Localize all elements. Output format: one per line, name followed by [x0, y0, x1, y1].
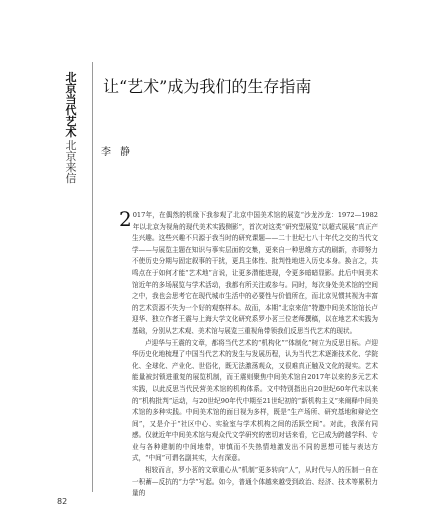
section-main-label: 北 京 当 代 艺 术: [65, 71, 77, 139]
section-label: [58, 72, 84, 184]
paragraph-2: 卢迎华与王震的文章，都将当代艺术的“机构化”“体制化”树立为反思目标。卢迎华历史化地梳理了中国当代艺术的发生与发展历程，认为当代艺术逐渐技术化、学院化、全球化、产业化、世俗化，既无法激荡观众，又很难真正触及文化的现实。艺术能量被封锁进重复的展览机制，而王震则聚焦中间美术馆自2017年以来的多元艺术实践，以此反思当代民营美术馆的机构体系。文中特别指出自20世纪60年代末以来的“机构批判”运动，与20世纪90年代中期至21世纪初的“新机构主义”来阐释中间美术馆的多种实践。中间美术馆的面目视为多样，既是“生产场所、研究基地和辩论空间”，又是介于“社区中心、实验室与学术机构之间的活跃空间”。对此，我深有同感。仅就近年中间美术馆与观众代文学研究的密切对话来看，它已成为跨越学科、专业与各种建制的中间地带，审慎而不失热情地激发出不同的思想可能与表达方式，“中间”可谓名副其实，大有深意。: [132, 338, 378, 463]
section-sub-label: 北 京 来 信: [65, 139, 77, 185]
article-body: [119, 207, 378, 500]
drop-cap: 2: [119, 207, 132, 231]
vertical-divider: [92, 62, 93, 492]
article-title: 让“艺术”成为我们的生存指南: [103, 77, 312, 96]
paragraph-1-text: 017年，在偶然的机缘下我参观了北京中国美术馆的展览“沙龙沙龙：1972—1982年以北京为视角的现代美术实践侧影”，首次对这类“研究型展览”以超式展展”真正产生兴趣。这些兴趣不只源于我当时的研究课题——二十世纪七八十年代之交的当代文学——与展览主题在知识与事实层面的交集，更来自一种思维方式的刷新，亦即努力不使历史分期与固定叙事的干扰，更具主体性、批判性地进入历史本身。换言之，共鸣点在于如何才能“艺术地”言说，让更多潜能进现，令更多暗暗显影。此后中间美术馆近年的多场展览与学术活动，我都有所关注或参与。同时，每次身处美术馆的空间之中，我也会思考它在现代城市生活中的必要性与价值所在，而北京见惯其视为丰富的艺术资源不失为一个好的观察样本。故而，本期“北京来信”特邀中间美术馆馆长卢迎华、独立作者王震与上海大学文化研究系罗小茗三位老师撰稿，以在地艺术实践为基础，分别从艺术观、美术馆与展览三重视角带领我们反思当代艺术的现状。: [132, 211, 378, 335]
paragraph-1: [119, 207, 378, 338]
page-number: 82: [57, 497, 68, 506]
paragraph-3: 相较而言，罗小茗的文章重心从“机制”更多转向“人”，从时代与人的压制一自在一积蓄—反抗的“力学”写起。如今，普通个体越来越受到政治、经济、技术等累积力量的: [132, 466, 378, 498]
article-author: 李 静: [101, 147, 134, 158]
